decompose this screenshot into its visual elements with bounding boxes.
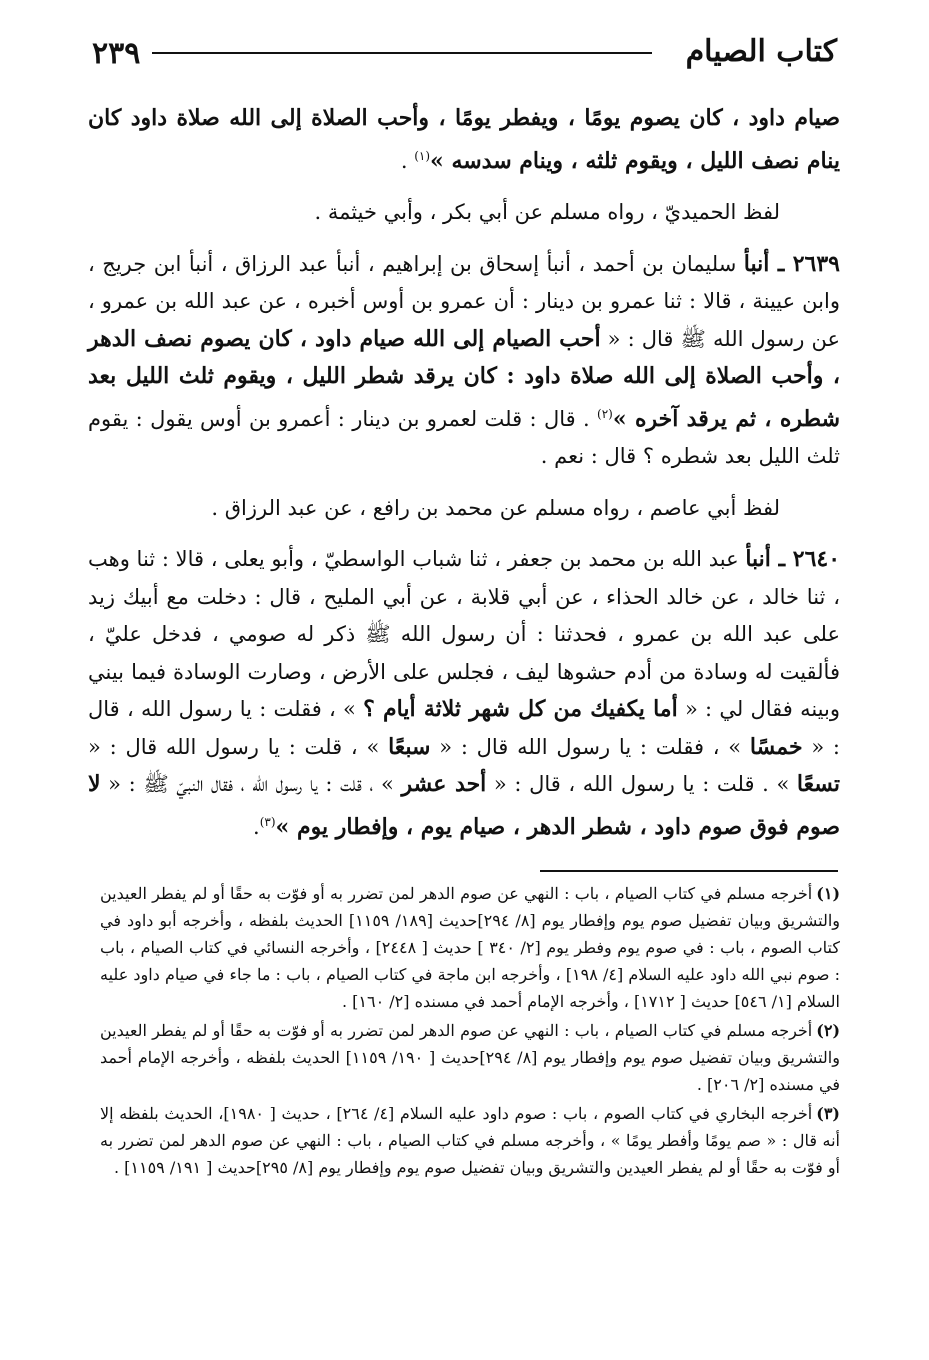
- footnote-ref-3: (٣): [259, 814, 276, 829]
- paragraph-hadith-end: [88, 100, 840, 180]
- footnote-mark: (٢): [816, 1021, 841, 1040]
- footnote-text: أخرجه مسلم في كتاب الصيام ، باب : النهي عن صوم الدهر لمن تضرر به أو فوّت به حقًا أو لم يفطر العيدين والتشريق وبيان تفضيل صوم يوم وإفطار يوم [٨/ ٢٩٤]حديث [١٨٩/ ١١٥٩] الحديث بلفظه ، وأخرجه أبو داود في كتاب الصوم ، باب : في صوم يوم وفطر يوم [٢/ ٣٤٠ ] حديث [ ٢٤٤٨] ، وأخرجه النسائي في كتاب الصيام ، باب : صوم نبي الله داود عليه السلام [٤/ ١٩٨] ، وأخرجه ابن ماجة في كتاب الصيام ، باب : ما جاء في صيام داود عليه السلام [١/ ٥٤٦] حديث [ ١٧١٢] ، وأخرجه الإمام أحمد في مسنده [٢/ ١٦٠] .: [100, 884, 841, 1011]
- narration-text: » ، فقلت : يا رسول الله ، قال : «: [88, 697, 841, 759]
- footnote-3: [100, 1100, 840, 1181]
- hadith-quote: سبعًا: [388, 733, 431, 760]
- isnad-text: عبد الله بن محمد بن جعفر ، ثنا شباب الواسطيّ ، وأبو يعلى ، قالا : ثنا وهب ، ثنا خالد ، عن خالد الحذاء ، عن أبي قلابة ، عن أبي المليح ، قال : دخلت مع أبيك زيد على عبد الله بن عمرو ، فحدثنا : أن رسول الله ﷺ ذكر له صومي ، فدخل عليّ ، فألقيت له وسادة من أدم حشوها ليف ، فجلس على الأرض ، وصارت الوسادة فيما بيني وبينه فقال لي : «: [88, 547, 840, 721]
- footnote-text: أخرجه البخاري في كتاب الصوم ، باب : صوم داود عليه السلام [٤/ ٢٦٤] ، حديث [ ١٩٨٠]، الحديث بلفظه إلا أنه قال : « صم يومًا وأفطر يومًا » ، وأخرجه مسلم في كتاب الصيام ، باب : النهي عن صوم الدهر لمن تضرر به أو فوّت به حقًا أو لم يفطر العيدين والتشريق وبيان تفضيل صوم يوم وإفطار يوم [٨/ ٢٩٥]حديث [ ١٩١/ ١١٥٩] .: [100, 1104, 840, 1177]
- hadith-quote: أما يكفيك من كل شهر ثلاثة أيام ؟: [363, 696, 678, 722]
- footnote-text: أخرجه مسلم في كتاب الصيام ، باب : النهي عن صوم الدهر لمن تضرر به أو فوّت به حقًا أو لم يفطر العيدين والتشريق وبيان تفضيل صوم يوم وإفطار يوم [٨/ ٢٩٤]حديث [ ١٩٠/ ١١٥٩] الحديث بلفظه ، وأخرجه الإمام أحمد في مسنده [٢/ ٢٠٦] .: [100, 1021, 840, 1094]
- header-rule: [152, 52, 652, 54]
- paragraph-hadith-2639: [88, 246, 840, 476]
- isnad-text: سليمان بن أحمد ، أنبأ إسحاق بن إبراهيم ، أنبأ عبد الرزاق ، أنبأ ابن جريج ، وابن عيينة ، قالا : ثنا عمرو بن دينار : أن عمرو بن أوس أخبره ، عن عبد الله بن عمرو ، عن رسول الله ﷺ قال : «: [88, 251, 840, 351]
- hadith-number-2639: ٢٦٣٩ ـ أنبأ: [743, 250, 840, 277]
- hadith-quote: صيام داود ، كان يصوم يومًا ، ويفطر يومًا ، وأحب الصلاة إلى الله صلاة داود كان ينام نصف الليل ، ويقوم ثلثه ، وينام سدسه »: [88, 105, 840, 174]
- narration-text: » ، قلت : يا رسول الله قال : «: [88, 734, 389, 759]
- hadith-quote: تسعًا: [796, 771, 840, 797]
- footnote-mark: (١): [816, 884, 841, 903]
- page-number: ٢٣٩: [92, 36, 141, 71]
- footnote-2: [100, 1017, 840, 1098]
- paragraph-hadith-2640: [88, 541, 840, 846]
- paragraph-attribution-2: لفظ أبي عاصم ، رواه مسلم عن محمد بن رافع ، عن عبد الرزاق .: [211, 495, 780, 520]
- footnote-ref-1: (١): [414, 148, 431, 163]
- footnotes: [100, 880, 840, 1183]
- narration-text: » ، قلت : يا رسول الله ، فقال النبيّ ﷺ : «: [100, 772, 402, 796]
- hadith-number-2640: ٢٦٤٠ ـ أنبأ: [745, 546, 841, 572]
- punctuation: .: [400, 148, 415, 173]
- page-header: [92, 28, 837, 72]
- hadith-quote: أحب الصيام إلى الله صيام داود ، كان يصوم نصف الدهر ، وأحب الصلاة إلى الله صلاة داود : كان يرقد شطر الليل ، ويقوم ثلث الليل بعد شطره ، ثم يرقد آخره »: [88, 325, 841, 432]
- paragraph-attribution-1: لفظ الحميديّ ، رواه مسلم عن أبي بكر ، وأبي خيثمة .: [314, 200, 780, 224]
- footnote-ref-2: (٢): [597, 406, 613, 421]
- footnote-mark: (٣): [816, 1104, 840, 1123]
- punctuation: .: [253, 814, 260, 839]
- narration-text: . قال : قلت لعمرو بن دينار : أعمرو بن أوس يقول : يقوم ثلث الليل بعد شطره ؟ قال : نعم .: [88, 406, 840, 468]
- running-title: كتاب الصيام: [685, 34, 837, 69]
- narration-text: » ، فقلت : يا رسول الله قال : «: [430, 734, 750, 759]
- hadith-quote: خمسًا: [749, 733, 803, 760]
- hadith-quote: أحد عشر: [401, 771, 487, 797]
- footnote-separator: [540, 870, 838, 872]
- footnote-1: [100, 880, 840, 1015]
- hadith-quote: لا صوم فوق صوم داود ، شطر الدهر ، صيام يوم ، وإفطار يوم »: [88, 771, 840, 840]
- narration-text: » . قلت : يا رسول الله ، قال : «: [486, 772, 797, 796]
- main-text: [88, 100, 840, 846]
